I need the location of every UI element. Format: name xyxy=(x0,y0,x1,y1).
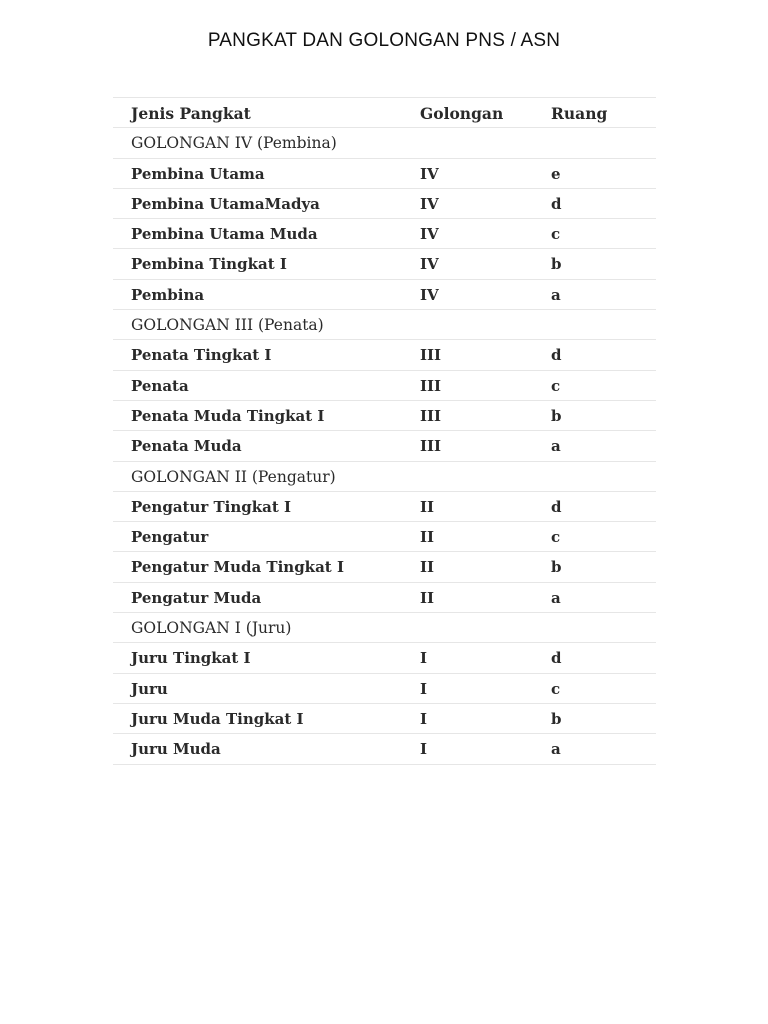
cell-jenis-pangkat: Penata Muda xyxy=(131,437,242,456)
cell-jenis-pangkat: Pembina xyxy=(131,285,205,304)
cell-ruang: d xyxy=(551,497,562,516)
table-row xyxy=(113,704,656,734)
cell-ruang: d xyxy=(551,649,562,668)
table-row xyxy=(113,431,656,461)
cell-jenis-pangkat: Juru Muda xyxy=(131,740,221,759)
cell-golongan: IV xyxy=(420,225,439,244)
cell-jenis-pangkat: Pembina Tingkat I xyxy=(131,255,287,274)
table-row xyxy=(113,643,656,673)
cell-jenis-pangkat: GOLONGAN III (Penata) xyxy=(131,316,324,335)
cell-golongan: I xyxy=(420,709,428,728)
cell-golongan: II xyxy=(420,528,435,547)
cell-golongan: II xyxy=(420,588,435,607)
cell-golongan: III xyxy=(420,406,442,425)
cell-golongan: IV xyxy=(420,285,439,304)
cell-jenis-pangkat: GOLONGAN IV (Pembina) xyxy=(131,134,337,153)
cell-golongan: II xyxy=(420,497,435,516)
cell-jenis-pangkat: Penata Tingkat I xyxy=(131,346,272,365)
cell-ruang: c xyxy=(551,376,561,395)
cell-golongan: III xyxy=(420,437,442,456)
table-row xyxy=(113,674,656,704)
table-row xyxy=(113,280,656,310)
cell-ruang: a xyxy=(551,285,561,304)
header-golongan: Golongan xyxy=(420,104,504,123)
cell-ruang: a xyxy=(551,740,561,759)
cell-ruang: d xyxy=(551,194,562,213)
cell-golongan: I xyxy=(420,649,428,668)
cell-ruang: b xyxy=(551,255,562,274)
cell-jenis-pangkat: Pembina Utama Muda xyxy=(131,225,318,244)
cell-golongan: I xyxy=(420,679,428,698)
cell-golongan: IV xyxy=(420,255,439,274)
page-title: PANGKAT DAN GOLONGAN PNS / ASN xyxy=(207,30,561,51)
table-row xyxy=(113,189,656,219)
cell-golongan: IV xyxy=(420,194,439,213)
cell-jenis-pangkat: Pengatur Muda Tingkat I xyxy=(131,558,344,577)
cell-jenis-pangkat: GOLONGAN I (Juru) xyxy=(131,619,292,638)
table-body xyxy=(113,128,656,764)
table-row xyxy=(113,522,656,552)
table-group-row xyxy=(113,310,656,340)
header-ruang: Ruang xyxy=(551,104,608,123)
table-row xyxy=(113,371,656,401)
table-group-row xyxy=(113,128,656,158)
cell-jenis-pangkat: Juru Tingkat I xyxy=(131,649,251,668)
cell-jenis-pangkat: GOLONGAN II (Pengatur) xyxy=(131,467,336,486)
rank-table xyxy=(113,97,656,765)
cell-jenis-pangkat: Juru xyxy=(131,679,168,698)
table-row xyxy=(113,552,656,582)
table-group-row xyxy=(113,613,656,643)
cell-ruang: e xyxy=(551,164,561,183)
cell-golongan: III xyxy=(420,346,442,365)
table-row xyxy=(113,492,656,522)
cell-jenis-pangkat: Penata xyxy=(131,376,189,395)
cell-jenis-pangkat: Pembina Utama xyxy=(131,164,265,183)
cell-ruang: c xyxy=(551,679,561,698)
cell-ruang: c xyxy=(551,528,561,547)
cell-ruang: b xyxy=(551,709,562,728)
table-row xyxy=(113,219,656,249)
cell-jenis-pangkat: Pengatur Tingkat I xyxy=(131,497,292,516)
cell-golongan: I xyxy=(420,740,428,759)
cell-jenis-pangkat: Juru Muda Tingkat I xyxy=(131,709,304,728)
cell-golongan: IV xyxy=(420,164,439,183)
table-row xyxy=(113,340,656,370)
table-row xyxy=(113,583,656,613)
cell-jenis-pangkat: Pengatur Muda xyxy=(131,588,262,607)
cell-jenis-pangkat: Pengatur xyxy=(131,528,209,547)
table-row xyxy=(113,159,656,189)
cell-golongan: III xyxy=(420,376,442,395)
table-header-row xyxy=(113,98,656,128)
table-row xyxy=(113,734,656,764)
cell-ruang: c xyxy=(551,225,561,244)
cell-ruang: d xyxy=(551,346,562,365)
table-row xyxy=(113,401,656,431)
table-group-row xyxy=(113,462,656,492)
cell-jenis-pangkat: Penata Muda Tingkat I xyxy=(131,406,325,425)
cell-golongan: II xyxy=(420,558,435,577)
cell-ruang: a xyxy=(551,437,561,456)
cell-ruang: a xyxy=(551,588,561,607)
cell-jenis-pangkat: Pembina UtamaMadya xyxy=(131,194,320,213)
header-jenis-pangkat: Jenis Pangkat xyxy=(131,104,251,123)
cell-ruang: b xyxy=(551,558,562,577)
table-row xyxy=(113,249,656,279)
cell-ruang: b xyxy=(551,406,562,425)
